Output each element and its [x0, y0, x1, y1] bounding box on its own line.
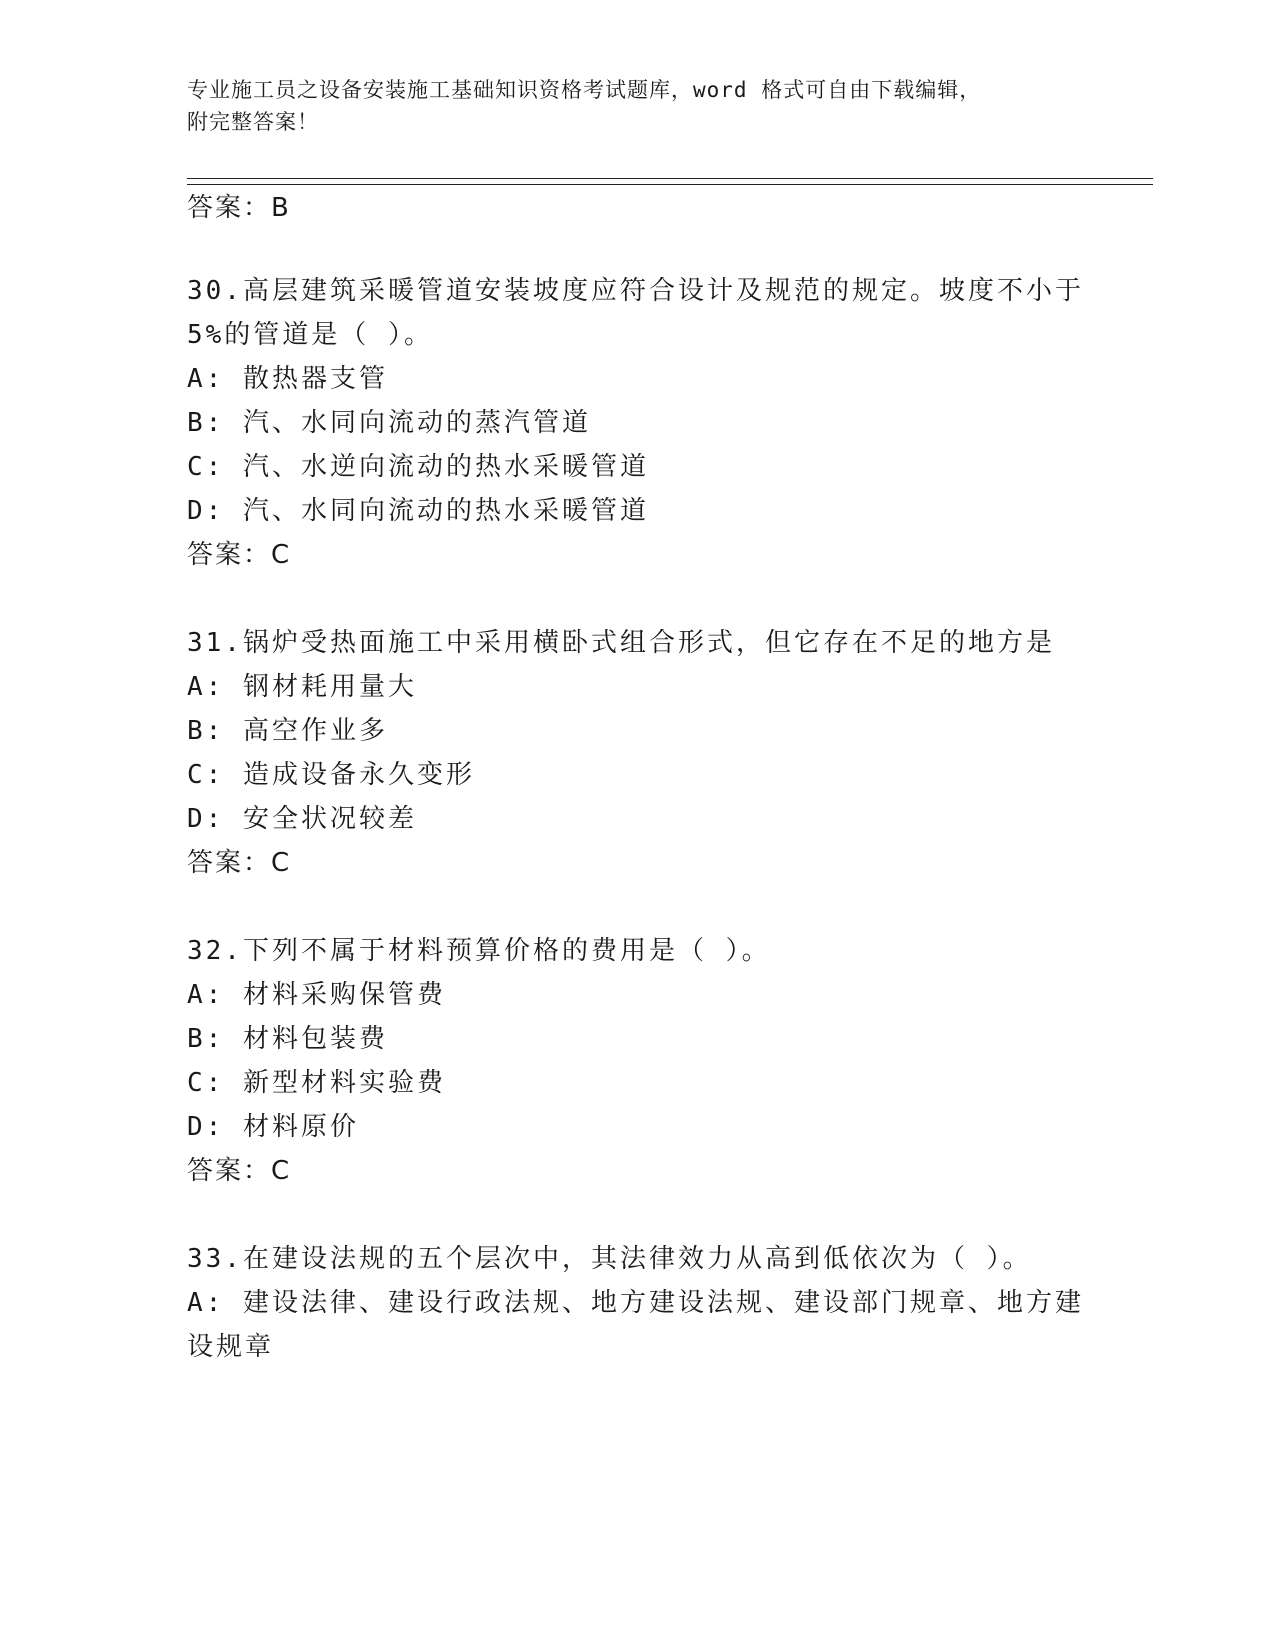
document-header [187, 74, 1087, 138]
question-32-option-c: C: 新型材料实验费 [187, 1068, 446, 1098]
question-31-option-a: A: 钢材耗用量大 [187, 672, 417, 702]
question-32-option-d: D: 材料原价 [187, 1112, 359, 1142]
question-30-option-d: D: 汽、水同向流动的热水采暖管道 [187, 496, 649, 526]
question-33-stem-line-1: 33.在建设法规的五个层次中，其法律效力从高到低依次为（ ）。 [187, 1244, 1032, 1274]
question-30-stem-line-1: 30.高层建筑采暖管道安装坡度应符合设计及规范的规定。坡度不小于 [187, 276, 1084, 306]
header-divider [187, 178, 1153, 185]
header-line-1: 专业施工员之设备安装施工基础知识资格考试题库，word 格式可自由下载编辑， [187, 78, 982, 102]
question-32-option-a: A: 材料采购保管费 [187, 980, 446, 1010]
question-30-option-b: B: 汽、水同向流动的蒸汽管道 [187, 408, 591, 438]
question-30-option-a: A: 散热器支管 [187, 364, 388, 394]
question-31-answer: 答案：C [187, 848, 292, 878]
question-31-stem-line-1: 31.锅炉受热面施工中采用横卧式组合形式，但它存在不足的地方是 [187, 628, 1055, 658]
question-31-option-b: B: 高空作业多 [187, 716, 388, 746]
question-30-stem-line-2: 5%的管道是（ ）。 [187, 320, 433, 350]
header-line-2: 附完整答案！ [187, 110, 319, 134]
question-31-option-d: D: 安全状况较差 [187, 804, 417, 834]
question-33-option-a-line-1: A: 建设法律、建设行政法规、地方建设法规、建设部门规章、地方建 [187, 1288, 1084, 1318]
answer-previous: 答案：B [187, 193, 291, 223]
question-32-answer: 答案：C [187, 1156, 292, 1186]
question-31-option-c: C: 造成设备永久变形 [187, 760, 475, 790]
question-32-stem-line-1: 32.下列不属于材料预算价格的费用是（ ）。 [187, 936, 771, 966]
question-30-answer: 答案：C [187, 540, 292, 570]
question-33-option-a-line-2: 设规章 [187, 1332, 275, 1362]
question-32-option-b: B: 材料包装费 [187, 1024, 388, 1054]
question-30-option-c: C: 汽、水逆向流动的热水采暖管道 [187, 452, 649, 482]
